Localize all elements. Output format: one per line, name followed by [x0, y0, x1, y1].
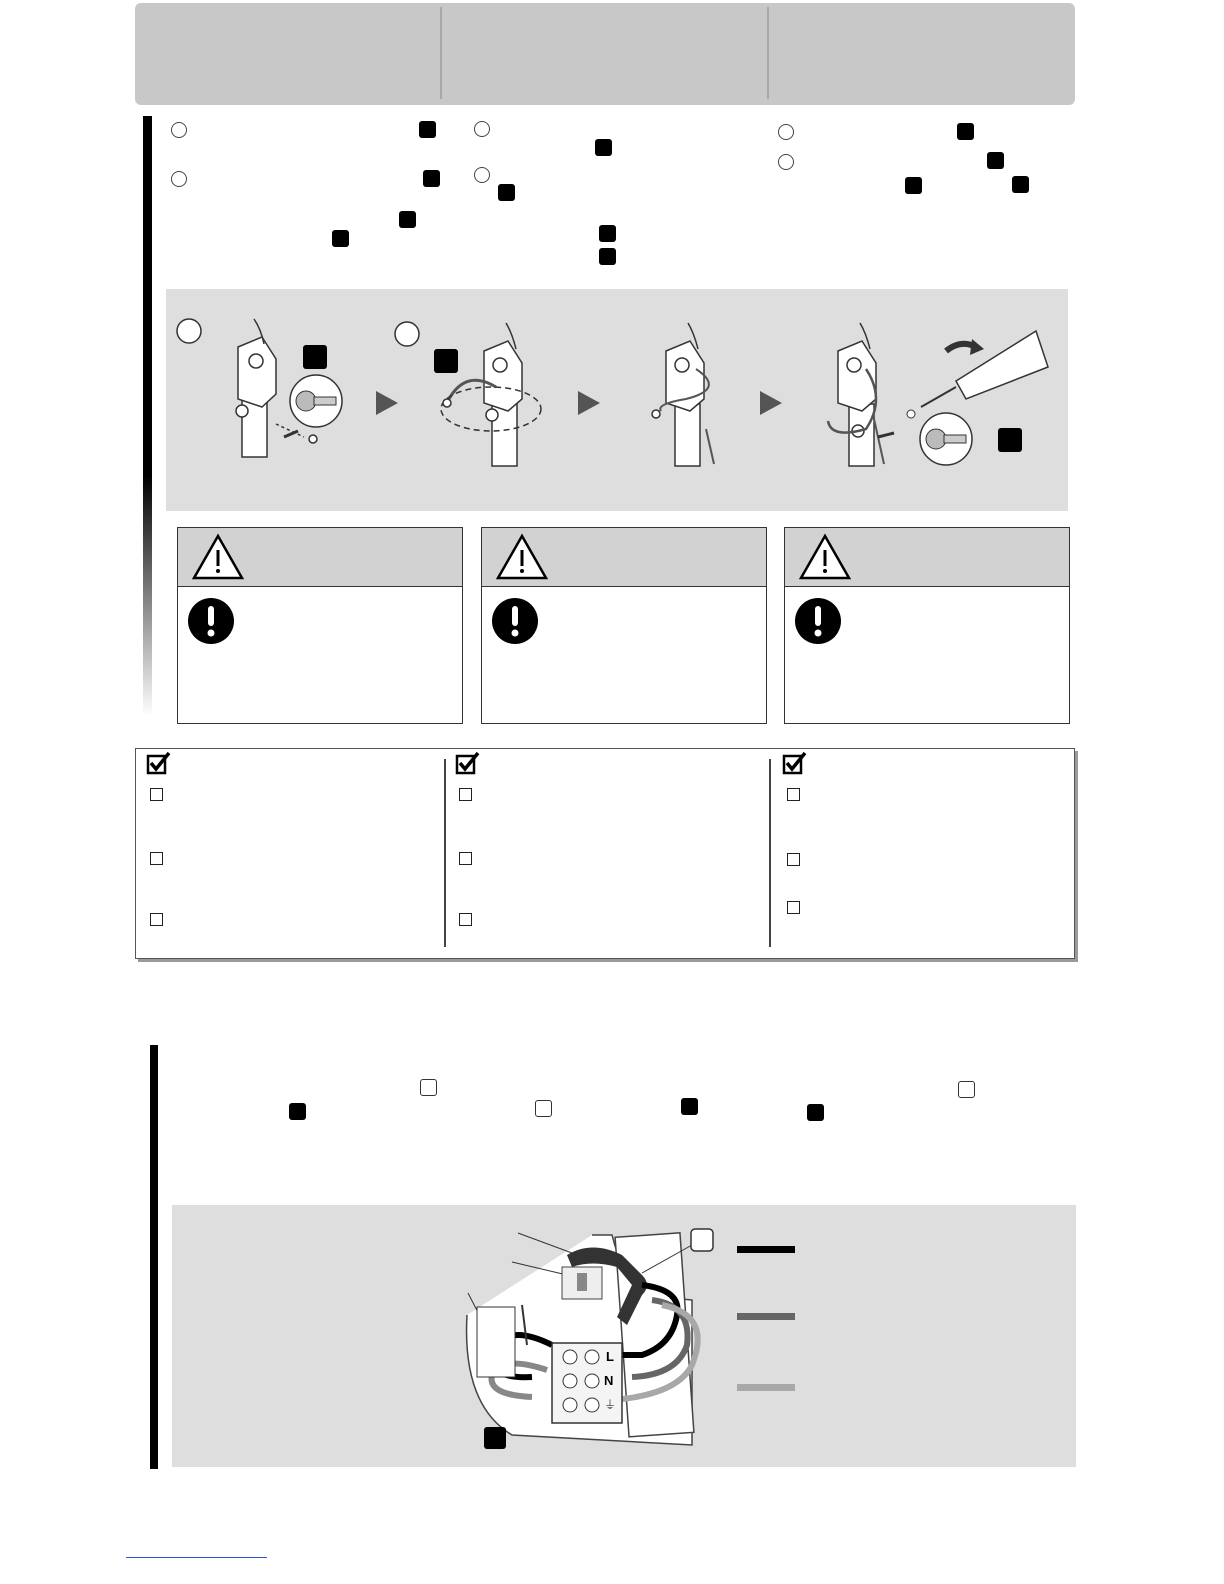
- checkmark-box-icon: [782, 751, 808, 775]
- checkmark-box-icon: [455, 751, 481, 775]
- warning-header: [785, 528, 1069, 587]
- checkbox[interactable]: [459, 913, 472, 926]
- step-label-circle: [395, 322, 419, 346]
- terminal-label-ground: ⏚: [604, 1398, 617, 1412]
- step-marker: [474, 121, 490, 137]
- step-arrow-icon: [376, 391, 398, 415]
- part-badge: [998, 428, 1022, 452]
- header-column-1: [135, 3, 440, 105]
- part-badge: [807, 1104, 824, 1121]
- mandatory-icon: [187, 597, 235, 645]
- header-column-3: [769, 3, 1075, 105]
- section-bar: [143, 116, 152, 716]
- part-badge: [957, 123, 974, 140]
- part-badge: [595, 139, 612, 156]
- checklist-panel: [135, 748, 1075, 959]
- step-marker: [778, 124, 794, 140]
- step-marker: [778, 154, 794, 170]
- part-badge: [599, 225, 616, 242]
- part-badge: [399, 211, 416, 228]
- wire-key-black: [737, 1246, 795, 1253]
- screw-thread: [314, 397, 336, 405]
- column-divider: [769, 759, 771, 947]
- step-marker: [171, 122, 187, 138]
- screwdriver-handle: [956, 331, 1048, 399]
- step-marker: [474, 167, 490, 183]
- screw-head: [296, 391, 316, 411]
- terminal-label-l: L: [606, 1349, 614, 1364]
- part-badge: [599, 248, 616, 265]
- checkbox[interactable]: [787, 901, 800, 914]
- part-badge: [498, 184, 515, 201]
- wire-key-dark-gray: [737, 1313, 795, 1320]
- checkbox[interactable]: [459, 852, 472, 865]
- leader-line: [518, 1233, 572, 1253]
- installation-illustration: [166, 289, 1068, 511]
- step-arrow-icon: [578, 391, 600, 415]
- part-badge: [681, 1098, 698, 1115]
- part-badge: [987, 152, 1004, 169]
- mandatory-icon: [491, 597, 539, 645]
- pole-illustration-2: [441, 323, 541, 466]
- checkbox[interactable]: [459, 788, 472, 801]
- warning-header: [178, 528, 462, 587]
- warning-triangle-icon: [190, 532, 246, 582]
- section-bar: [150, 1045, 158, 1469]
- mounting-bracket: [477, 1307, 515, 1377]
- step-label-circle: [177, 319, 201, 343]
- checkbox[interactable]: [787, 788, 800, 801]
- header-column-2: [442, 3, 767, 105]
- column-divider: [444, 759, 446, 947]
- checkbox[interactable]: [787, 853, 800, 866]
- reference-marker: [958, 1081, 975, 1098]
- installation-figure: [166, 289, 1068, 511]
- part-badge: [289, 1103, 306, 1120]
- footer-link[interactable]: [126, 1557, 267, 1558]
- warning-triangle-icon: [494, 532, 550, 582]
- screwdriver-shaft: [921, 387, 956, 407]
- wire-key-light-gray: [737, 1384, 795, 1391]
- wiring-figure: [172, 1205, 1076, 1467]
- warning-box-3: [784, 527, 1070, 724]
- part-badge: [1012, 176, 1029, 193]
- part-badge: [303, 345, 327, 369]
- part-badge: [332, 230, 349, 247]
- mandatory-icon: [794, 597, 842, 645]
- checkbox[interactable]: [150, 788, 163, 801]
- header-band: [135, 3, 1075, 105]
- step-arrow-icon: [760, 391, 782, 415]
- pole-illustration-3: [652, 323, 714, 466]
- checkbox[interactable]: [150, 852, 163, 865]
- warning-box-1: [177, 527, 463, 724]
- terminal-block-illustration: [172, 1205, 1076, 1467]
- warning-box-2: [481, 527, 767, 724]
- checkmark-box-icon: [146, 751, 172, 775]
- checkbox[interactable]: [150, 913, 163, 926]
- reference-marker: [691, 1229, 713, 1251]
- part-badge: [423, 170, 440, 187]
- pole-illustration-4: [828, 323, 894, 466]
- step-marker: [171, 171, 187, 187]
- part-badge: [434, 349, 458, 373]
- warning-header: [482, 528, 766, 587]
- part-badge: [419, 121, 436, 138]
- part-badge: [484, 1427, 506, 1449]
- terminal-label-n: N: [604, 1373, 614, 1388]
- part-badge: [905, 177, 922, 194]
- warning-triangle-icon: [797, 532, 853, 582]
- reference-marker: [420, 1079, 437, 1096]
- reference-marker: [535, 1100, 552, 1117]
